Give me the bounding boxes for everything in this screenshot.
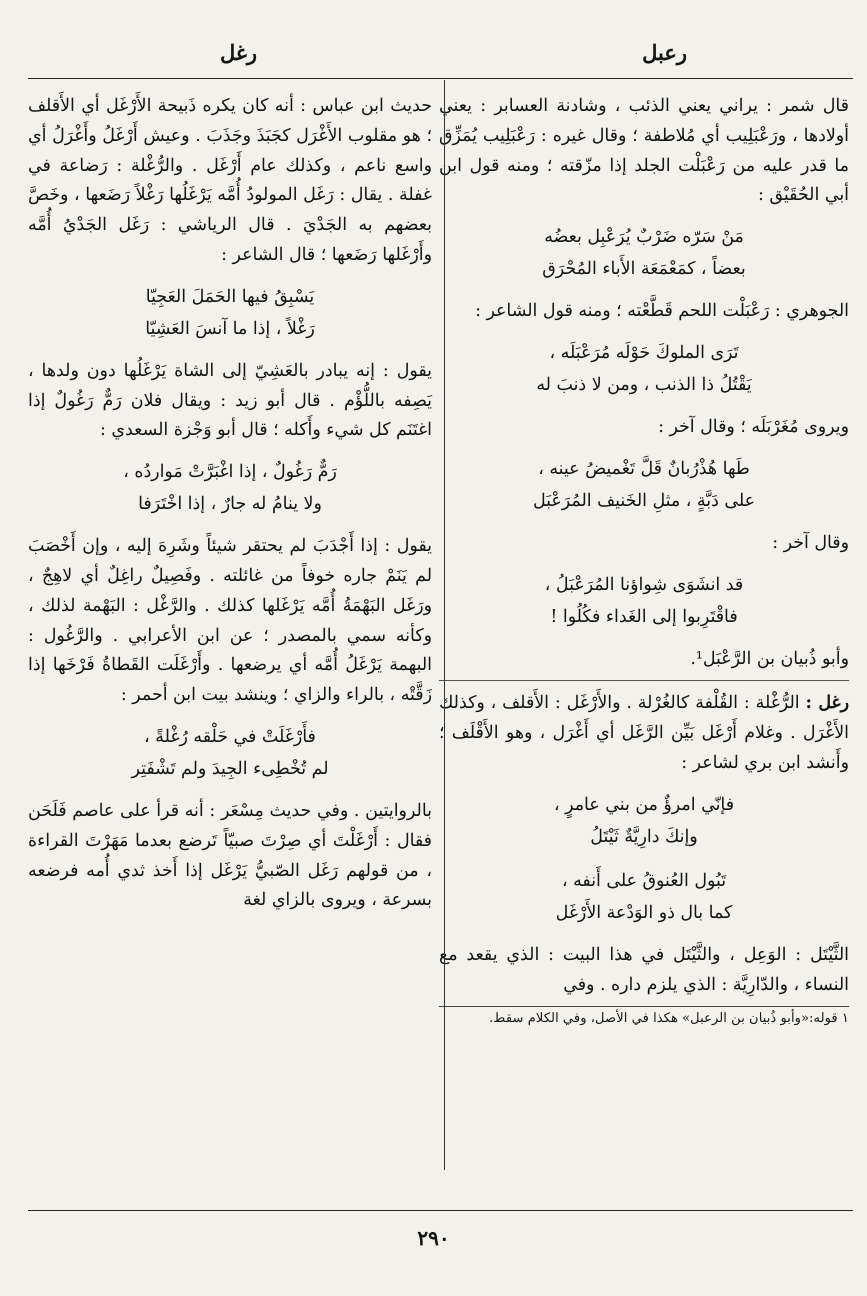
- verse: [439, 569, 849, 633]
- verse-line: فإنّي امرؤٌ من بني عامرٍ ،: [553, 794, 735, 815]
- paragraph: قال شمر : يراني يعني الذئب ، وشادنة العسابر : يعني أولادها ، ورَعْبَلِيب أي مُلاطفة ؛ وقال غيره : رَعْبَلِيب يُمَزِّق ما قدر عليه من رَعْبَلْت الجلد إذا مزّقته ؛ ومنه قول ابن أبي الحُقَيْق :: [439, 96, 849, 206]
- verse: [28, 456, 432, 520]
- column-divider: [444, 80, 445, 1170]
- paragraph: حديث ابن عباس : أنه كان يكره ذَبيحة الأَرْغَل أي الأَقلف ؛ هو مقلوب الأَغْرَل كجَبَذَ وجَذَبَ . وعيش أَرْغَلُ وأَغْرَلُ أي واسع ناعم ، وكذلك عام أَرْغَل . والرُّغْلة : رَضاعة في غفلة . يقال : رَغَل المولودُ أُمَّه يَرْغَلُها رَغْلاً رَضَعها ، وخَصَّ بعضهم به الجَدْيَ . قال الرياشي : رَغَل الجَدْيُ أُمَّه وأَرْغَلها رَضَعها ؛ قال الشاعر :: [28, 96, 432, 265]
- paragraph: يقول : إنه يبادر بالعَشِيّ إلى الشاة يَرْغَلُها دون ولدها ، يَصِفه باللُّؤْم . قال أبو زيد : ويقال فلان رَمٌّ رَغُولٌ إذا اغتَنَم كل شيء وأَكله ؛ قال أبو وَجْزة السعدي :: [28, 360, 432, 441]
- header-rule: [28, 78, 853, 79]
- verse-line: لم تُخْطِىء الجِيدَ ولم تَشْفَتِر: [131, 758, 329, 779]
- verse-line: قد انشَوَى شِواؤنا المُرَعْبَلُ ،: [544, 574, 744, 595]
- right-column: [439, 92, 849, 1029]
- page-number: ٢٩٠: [417, 1226, 450, 1250]
- paragraph: الثَّيْتَل : الوَعِل ، والثَّيْتَل في هذا البيت : الذي يقعد مع النساء ، والدّارِيَّة : الذي يلزم داره . وفي: [439, 944, 849, 995]
- entry-text: الرُّغْلة : القُلْفة كالغُرْلة . والأَرْغَل : الأَقلف ، وكذلك الأَغْرَل . وغلام أَرْغَل بَيِّن الرَّغَل أي أَغْرَل ، وهو الأَقْلَف ؛ وأَنشد ابن بري لشاعر :: [439, 693, 849, 773]
- verse-line: يَسْبِقُ فيها الحَمَلَ العَجِيّا: [145, 286, 315, 307]
- paragraph: [439, 689, 849, 778]
- footnote: ١ قوله:«وأبو ذُبيان بن الرعبل» هكذا في الأصل، وفي الكلام سقط.: [439, 1006, 849, 1029]
- verse-line: مَنْ سَرّه ضَرْبٌ يُرَعْبِل بعضُه: [544, 227, 744, 248]
- verse: [28, 721, 432, 785]
- paragraph: الجوهري : رَعْبَلْت اللحم قَطَّعْته ؛ ومنه قول الشاعر :: [475, 301, 849, 322]
- verse-line: ولا ينامُ له جارٌ ، إذا اخْتَرَفا: [138, 494, 322, 515]
- verse-line: رَغْلاً ، إذا ما آنسَ العَشِيّا: [145, 318, 315, 339]
- entry-headword: رغل :: [805, 693, 849, 714]
- verse: [439, 337, 849, 401]
- verse-line: فاقْتَرِبوا إلى الغَداء فكُلُوا !: [550, 606, 738, 627]
- left-column: [28, 92, 432, 922]
- verse-line: يَقْتُلُ ذا الذنب ، ومن لا ذنبَ له: [536, 374, 752, 395]
- left-headword: رغل: [220, 40, 258, 65]
- verse-line: على دَبَّةٍ ، مثلِ الخَنيف المُرَعْبَل: [533, 490, 755, 511]
- verse-line: تَرَى الملوكَ حَوْلَه مُرَعْبَلَه ،: [549, 342, 739, 363]
- verse: [439, 453, 849, 517]
- verse-line: طَها هُذْرُبانٌ قَلَّ تَغْميضُ عينه ،: [538, 458, 750, 479]
- paragraph: يقول : إذا أَجْدَبَ لم يحتقر شيئاً وشَرِهَ إليه ، وإن أَخْصَبَ لم يَنَمْ جاره خوفاً من غائلته . وفَصِيلٌ راغِلٌ أي لاهِجٌ ، ورَغَل البَهْمَةُ أُمَّه يَرْغَلها كذلك . والرَّغْل : البَهْمة لذلك ، وكأنه سمي بالمصدر ؛ عن ابن الأعرابي . والرَّغُول : البهمة يَرْغَلُ أُمَّه أي يرضعها . وأَرْغَلَت القَطاةُ فَرْخَها إذا زَقَّتْه ، بالراء والزاي ؛ وينشد بيت ابن أحمر :: [28, 536, 432, 706]
- verse-line: بعضاً ، كمَعْمَعَة الأَباء المُحْرَق: [542, 259, 746, 280]
- verse-line: تَبُول العُنوقُ على أَنفه ،: [561, 870, 727, 891]
- verse-line: وإنكَ دارِيَّةٌ ثَيْتَلُ: [590, 826, 698, 847]
- paragraph: ويروى مُغَرْبَلَه ؛ وقال آخر :: [658, 416, 849, 437]
- verse: [439, 221, 849, 285]
- verse: [28, 281, 432, 345]
- paragraph: وأبو ذُبيان بن الرَّعْبَل¹.: [690, 648, 849, 669]
- verse: [439, 865, 849, 929]
- footer-rule: [28, 1210, 853, 1211]
- paragraph: بالروايتين . وفي حديث مِسْعَر : أنه قرأ على عاصم فَلَحَن فقال : أَرْغَلْتَ أي صِرْتَ صبيّاً تَرضع بعدما مَهَرْتَ القراءة ، من قولهم رَغَل الصّبيُّ يَرْغَل إذا أَخذ ثدي أُمه فرضعه بسرعة ، ويروى بالزاي لغة: [28, 800, 432, 911]
- paragraph: وقال آخر :: [772, 532, 849, 553]
- right-headword: رعبل: [642, 40, 687, 65]
- verse-line: كما بال ذو الوَدْعة الأَرْغَل: [555, 902, 733, 923]
- verse: [439, 789, 849, 853]
- entry-separator: [439, 680, 849, 681]
- verse-line: رَمٌّ رَغُولٌ ، إذا اغْبَرَّتْ مَواردُه ،: [123, 462, 337, 483]
- verse-line: فأَرْغَلَتْ في حَلْقه رُغْلةً ،: [144, 726, 316, 747]
